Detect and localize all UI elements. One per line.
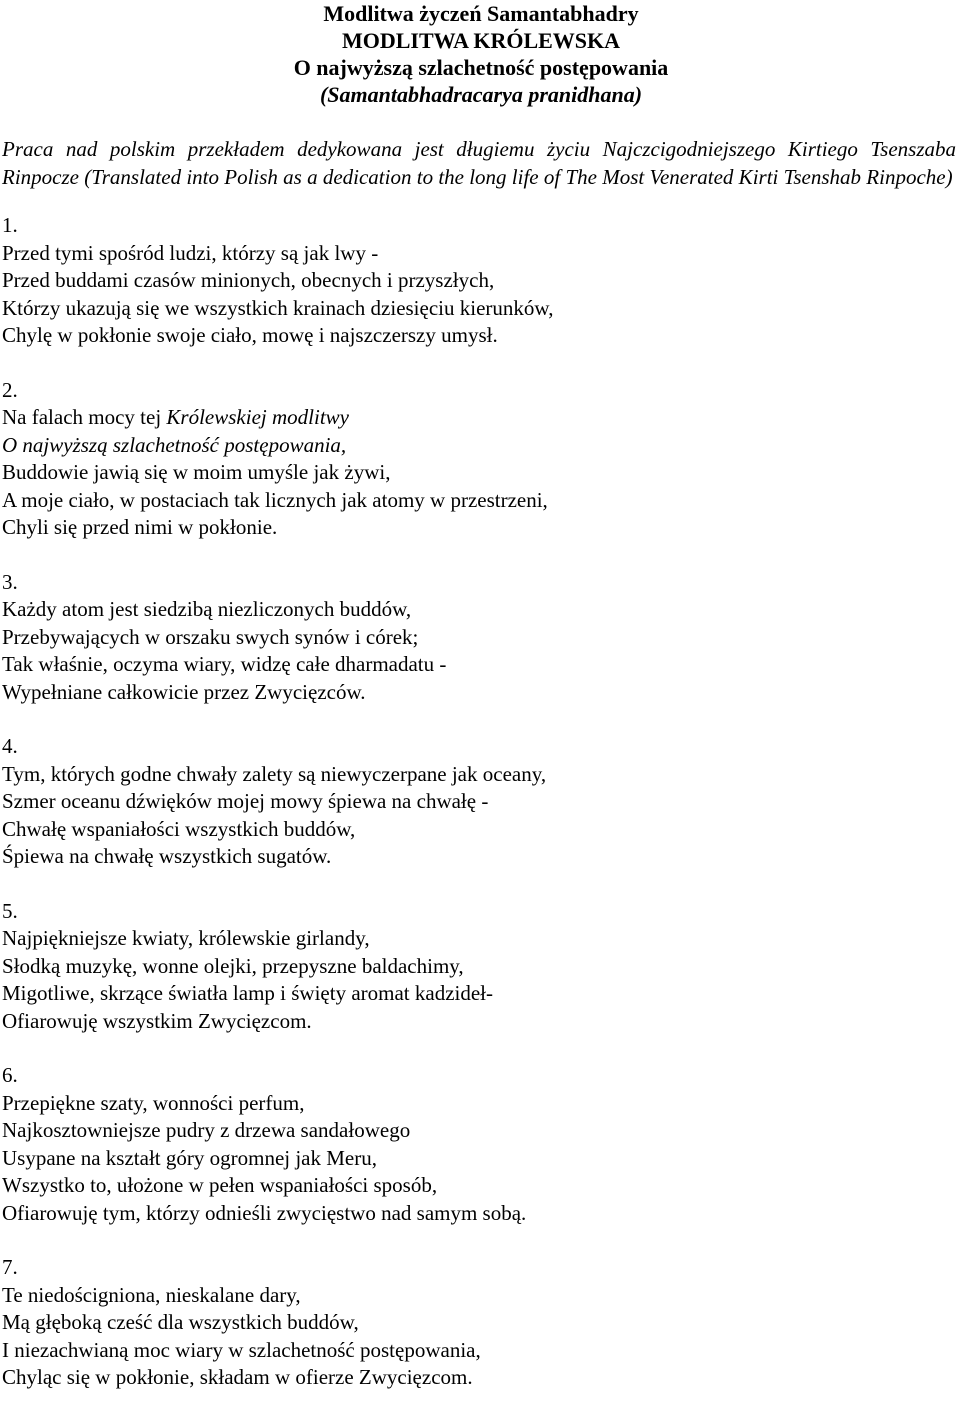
verse-6 [2, 1062, 960, 1227]
verse-line: Chwałę wspaniałości wszystkich buddów, [2, 816, 356, 841]
verse-number: 2. [2, 377, 18, 402]
verse-line: Najkosztowniejsze pudry z drzewa sandałowego [2, 1118, 411, 1142]
verse-line: Chyli się przed nimi w pokłonie. [2, 515, 278, 539]
verse-number: 7. [2, 1255, 18, 1279]
verse-number: 4. [2, 734, 18, 758]
verse-2 [2, 377, 960, 542]
verse-line: Słodką muzykę, wonne olejki, przepyszne baldachimy, [2, 953, 464, 978]
document-subtitle: MODLITWA KRÓLEWSKA [341, 28, 621, 53]
verse-line: A moje ciało, w postaciach tak licznych jak atomy w przestrzeni, [2, 487, 548, 512]
verse-line: Ofiarowuję wszystkim Zwycięzcom. [2, 1008, 312, 1033]
verse-line: Migotliwe, skrzące światła lamp i święty aromat kadzideł- [2, 981, 494, 1005]
verse-line [2, 404, 960, 432]
verse-line: Szmer oceanu dźwięków mojej mowy śpiewa na chwałę - [2, 789, 489, 813]
verse-line-italic: Królewskiej modlitwy [166, 405, 349, 429]
verse-line: Najpiękniejsze kwiaty, królewskie girlandy, [2, 926, 370, 950]
verse-1 [2, 212, 960, 350]
verse-line: Tak właśnie, oczyma wiary, widzę całe dharmadatu - [2, 652, 447, 676]
document-sanskrit-title: (Samantabhadracarya pranidhana) [319, 82, 643, 107]
document-tagline: O najwyższą szlachetność postępowania [293, 55, 669, 80]
verse-line: Te niedościgniona, nieskalane dary, [2, 1282, 301, 1307]
verse-4 [2, 733, 960, 871]
verse-line: Tym, których godne chwały zalety są niewyczerpane jak oceany, [2, 761, 547, 786]
verse-line: Każdy atom jest siedzibą niezliczonych buddów, [2, 597, 412, 621]
verse-line: Przed tymi spośród ludzi, którzy są jak lwy - [2, 240, 379, 265]
verse-number: 5. [2, 898, 18, 923]
document-header [2, 0, 960, 108]
verse-line [2, 432, 960, 460]
verse-line: Mą głęboką cześć dla wszystkich buddów, [2, 1310, 359, 1334]
verse-line: Chyląc się w pokłonie, składam w ofierze Zwycięzcom. [2, 1365, 473, 1389]
verse-line-italic: O najwyższą szlachetność postępowania, [2, 432, 347, 457]
document-title: Modlitwa życzeń Samantabhadry [323, 1, 639, 26]
verse-line: Którzy ukazują się we wszystkich krainach dziesięciu kierunków, [2, 295, 554, 320]
verse-line-text: Na falach mocy tej [2, 405, 167, 429]
verse-line: Śpiewa na chwałę wszystkich sugatów. [2, 844, 332, 868]
verse-number: 6. [2, 1063, 18, 1087]
verse-line: Wszystko to, ułożone w pełen wspaniałości sposób, [2, 1173, 438, 1197]
verse-7 [2, 1254, 960, 1392]
verse-line: Przepiękne szaty, wonności perfum, [2, 1090, 305, 1115]
verse-line: Przebywających w orszaku swych synów i córek; [2, 624, 419, 649]
verse-5 [2, 898, 960, 1036]
verse-3 [2, 569, 960, 707]
verse-line: Usypane na kształt góry ogromnej jak Meru, [2, 1145, 377, 1170]
verse-line: Buddowie jawią się w moim umyśle jak żywi, [2, 460, 391, 484]
verse-line: Wypełniane całkowicie przez Zwycięzców. [2, 679, 366, 704]
verse-line: Ofiarowuję tym, którzy odnieśli zwycięstwo nad samym sobą. [2, 1200, 527, 1225]
verse-line: I niezachwianą moc wiary w szlachetność postępowania, [2, 1337, 481, 1362]
dedication-paragraph: Praca nad polskim przekładem dedykowana jest długiemu życiu Najczcigodniejszego Kirtiego Tsenszaba Rinpocze (Translated into Polish as a dedication to the long life of The Most Venerated Kirti Tsenshab Rinpoche) [2, 137, 956, 189]
verse-number: 3. [2, 569, 18, 594]
verse-line: Chylę w pokłonie swoje ciało, mowę i najszczerszy umysł. [2, 323, 498, 347]
verse-line: Przed buddami czasów minionych, obecnych i przyszłych, [2, 268, 495, 292]
verse-number: 1. [2, 213, 18, 237]
